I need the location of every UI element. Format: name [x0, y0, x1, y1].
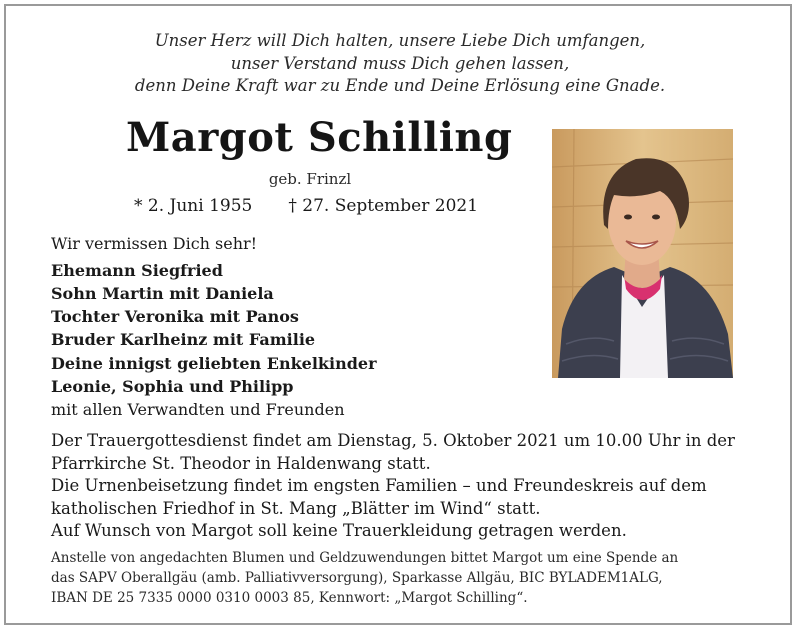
- announcement-line: Der Trauergottesdienst findet am Dienstag, 5. Oktober 2021 um 10.00 Uhr in der: [51, 431, 735, 450]
- grandchildren-names: Leonie, Sophia und Philipp: [51, 377, 294, 396]
- donation-line: das SAPV Oberallgäu (amb. Palliativversorgung), Sparkasse Allgäu, BIC BYLADEM1ALG,: [51, 570, 663, 586]
- grandchildren-heading: Deine innigst geliebten Enkelkinder: [51, 354, 377, 373]
- donation-line: Anstelle von angedachten Blumen und Geldzuwendungen bittet Margot um eine Spende an: [51, 550, 679, 566]
- service-announcement: [51, 430, 735, 543]
- announcement-line: Pfarrkirche St. Theodor in Haldenwang statt.: [51, 453, 431, 473]
- announcement-line: Die Urnenbeisetzung findet im engsten Familien – und Freundeskreis auf dem: [51, 476, 707, 495]
- verse-line-1: Unser Herz will Dich halten, unsere Liebe Dich umfangen,: [154, 31, 646, 50]
- portrait-photo-icon: [552, 129, 733, 378]
- verse-line-3: denn Deine Kraft war zu Ende und Deine Erlösung eine Gnade.: [134, 76, 666, 95]
- announcement-line: Auf Wunsch von Margot soll keine Trauerkleidung getragen werden.: [51, 521, 627, 540]
- family-member: Bruder Karlheinz mit Familie: [51, 330, 316, 349]
- announcement-line: katholischen Friedhof in St. Mang „Blätter im Wind“ statt.: [51, 498, 541, 518]
- portrait-photo: [552, 129, 733, 378]
- verse-line-2: unser Verstand muss Dich gehen lassen,: [230, 53, 570, 73]
- deceased-name: Margot Schilling: [126, 114, 513, 161]
- relatives-line: mit allen Verwandten und Freunden: [51, 400, 345, 419]
- birth-name: geb. Frinzl: [268, 170, 352, 188]
- death-date: † 27. September 2021: [288, 196, 479, 216]
- family-member: Ehemann Siegfried: [51, 261, 223, 280]
- donation-line: IBAN DE 25 7335 0000 0310 0003 85, Kennwort: „Margot Schilling“.: [51, 590, 528, 606]
- life-dates: [134, 196, 478, 216]
- mourners-intro: Wir vermissen Dich sehr!: [51, 234, 258, 253]
- family-member: Tochter Veronika mit Panos: [51, 307, 299, 326]
- memorial-verse: [0, 30, 800, 98]
- family-member: Sohn Martin mit Daniela: [51, 284, 274, 303]
- birth-date: * 2. Juni 1955: [134, 196, 253, 216]
- donation-note: [51, 548, 678, 608]
